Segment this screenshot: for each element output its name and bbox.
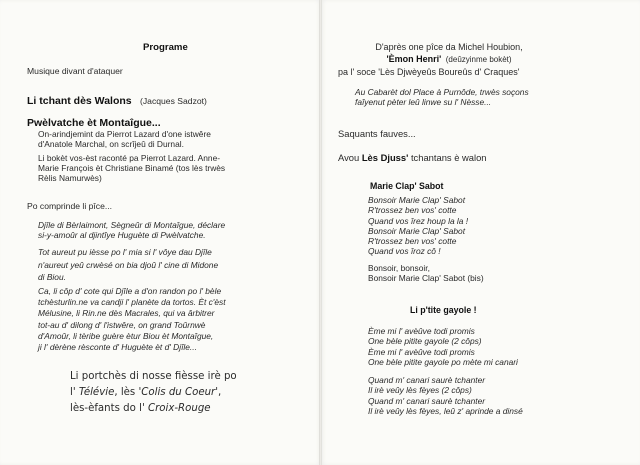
item2-description [38,129,225,183]
avou-line: Avou Lès Djuss' tchantans è walon [338,152,487,163]
song2-verse-2 [368,375,523,416]
story-line: tchèsturlin.ne va candji l' planète da tortos. Èt c'èst [38,297,226,308]
item2-line: On-arindjemint da Pierrot Lazard d'one istwêre [38,129,211,139]
lyric-line: One bèle pitite gayole (2 côps) [368,336,482,347]
understand-heading: Po comprinde li pîce... [27,201,113,211]
croix-rouge: Croix-Rouge [147,403,211,414]
cabaret-line: faîyenut pèter leû linwe su l' Nèsse... [355,97,492,108]
lyric-line: Bonsoir, bonsoir, [368,263,430,273]
play-company: pa l' soce 'Lès Djwèyeûs Boureûs d' Craques' [338,67,520,77]
cabaret-description [355,87,529,108]
story-line: Ca, li côp d' cote qui Djîle a d'on randon po l' bèle [38,286,222,296]
item2-line: d'Anatole Marchal, on scrîjeû di Durnal. [38,139,184,150]
item2-title: Pwèlvatche èt Montaîgue... [27,117,161,129]
lyric-line: Ème mi l' avèûve todi promis [368,326,475,336]
program-title: Programe [143,42,188,53]
story-line: di Biou. [38,272,66,282]
item2-line: Li bokèt vos-èst raconté pa Pierrot Lazard. Anne- [38,152,221,163]
lyric-line: R'trossez ben vos' cotte [368,236,457,247]
cabaret-line: Au Cabarèt dol Place à Purnôde, trwès soçons [355,87,529,97]
lyric-line: Bonsoir Marie Clap' Sabot [368,195,466,205]
story-line: Tot aureut pu ièsse po l' mia si l' vôye dau Djîle [38,247,212,257]
proceeds-line: Li portchès di nosse fièsse irè po [70,371,237,382]
item2-line: Rèlis Namurwès) [38,173,102,184]
story-paragraph-3 [38,286,226,353]
story-line: si-y-amoûr al djintîye Huguète di Pwèlvatche. [38,230,206,241]
lyric-line: Quand m' canari saurè tchanter [368,395,486,406]
colis-du-coeur: 'Colis du Coeur' [138,387,219,398]
fauves-heading: Saquants fauves... [338,128,416,139]
item1-author: (Jacques Sadzot) [140,96,207,106]
story-line: ji l' dèrène rèsconte d' Huguète èt d' Djîle... [38,342,197,353]
lyric-line: One bèle pitite gayole po mète mi canari [368,356,518,367]
proceeds-note [70,369,237,417]
lyric-line: Ème mi l' avèûve todi promis [368,346,475,357]
song1-refrain [368,263,484,284]
story-line: Mélusine, li Rin.ne dès Macrales, qui va ârbitrer [38,308,215,319]
song1-verse [368,195,468,257]
song2-title: Li p'tite gayole ! [410,305,477,315]
story-line: d'Amoûr, li tèribe guère ètur Biou èt Montaîgue, [38,330,214,341]
lyric-line: R'trossez ben vos' cotte [368,205,457,216]
item2-line: Marie François èt Christiane Binamé (tos lès trwès [38,162,226,173]
intro-line: Musique divant d'ataquer [27,66,123,76]
song1-title: Marie Clap' Sabot [370,181,444,191]
story-line: n'aureut yeû crwèsé on bia djoû l' cine di Midone [38,259,219,270]
play-subtitle: (deûzyinme bokèt) [445,55,512,64]
proceeds-line: lès-èfants do l' Croix-Rouge [70,403,211,414]
lyric-line: Bonsoir Marie Clap' Sabot (bis) [368,273,484,284]
item1-title: Li tchant dès Walons [27,95,132,107]
lyric-line: Bonsoir Marie Clap' Sabot [368,225,466,236]
item1 [27,95,207,107]
lyric-line: Quand m' canari saurè tchanter [368,375,486,385]
story-paragraph-1 [38,220,225,241]
story-line: Djîle di Bèrlaimont, Sègneûr di Montaîgue, déclare [38,220,226,230]
proceeds-line: l' Télévie, lès 'Colis du Coeur', [70,387,222,398]
play-title: 'Èmon Henri' [386,54,442,64]
group-name: Lès Djuss' [361,152,409,163]
song2-verse-1 [368,326,518,367]
story-line: tot-au d' dilong d' l'istwêre, on grand Toûrnwè [38,319,206,330]
lyric-line: Il irè veûy lès fèyes, leû z' aprinde a dinsé [368,405,523,416]
page-fold [319,0,322,465]
lyric-line: Quand vos îrez houp la la ! [368,215,469,226]
play-credit: D'après one pîce da Michel Houbion, [375,42,523,52]
televie: Télévie [78,387,115,398]
story-paragraph-2 [38,246,218,284]
lyric-line: Il irè veûy lès fèyes (2 côps) [368,385,472,396]
play-title-line [338,54,560,66]
lyric-line: Quand vos îroz cô ! [368,246,441,257]
